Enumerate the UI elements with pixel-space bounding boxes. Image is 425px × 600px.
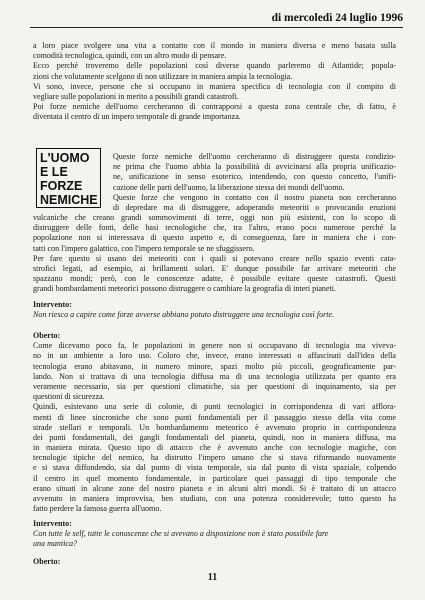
text-line: comodità tecnologica, quindi, con un altro modo di pensare. [33,51,227,61]
text-line: ne, unificazione in senso esoterico, intendendo, con questo concetto, l'unifi- [113,172,396,182]
text-line: Poi forze nemiche dell'uomo cercheranno di contrapporsi a questa zona centrale che, di fatto, è [33,102,396,112]
intervento-1 [33,300,396,320]
text-line: distruggere delle fonti, delle basi tecnologiche che, tra l'altro, erano poco numerose perché la [33,223,396,233]
boxed-side-text [113,152,396,213]
text-line: in maniera mirata. Questo tipo di attacco che è avvenuto anche con tecnologie magiche, con [33,443,396,453]
speaker-label: Intervento: [33,300,72,309]
text-line: vegliare sulle popolazioni in merito a possibili grandi catastrofi. [33,91,239,101]
text-line: Quindi, esistevano una serie di colonie, di punti tecnologici in corrispondenza di vari afflora- [33,402,396,412]
question-text: Con tutte le self, tutte le conoscenze che si avevano a disposizione non è stato possibile fare [33,529,329,539]
text-line: erano situati in alcune zone del nostro pianeta e in alcuni altri mondi. Si è trattato di un attacco [33,483,396,493]
text-line: di depredare ma di distruggere, adoperando meteoriti o provocando eruzioni [113,202,396,212]
text-line: grandi bombardamenti meteorici possono distruggere o cambiare la geografia di interi pianeti. [33,284,336,294]
intervento-2 [33,519,396,550]
section-heading-line: L'UOMO [40,151,90,165]
text-line: questioni di sicurezza. [33,392,105,402]
text-line: dei punti fondamentali, dei gangli fondamentali del pianeta, quindi, non in maniera diffusa, ma [33,432,396,442]
text-line: zioni che volutamente scelgono di non utilizzare in maniera ampia la tecnologia. [33,71,293,81]
text-line: veramente necessario, sia per questioni climatiche, sia per questioni di inquinamento, sia per [33,381,396,391]
speaker-label: Oberto: [33,557,61,566]
text-line: Queste forze che vengono in contatto con il nostro pianeta non cercheranno [113,192,396,202]
header-rule [30,27,403,28]
text-line: strade stellari e temporali. Un bombardamento meteorico è avvenuto proprio in corrispondenza [33,422,396,432]
section-heading-box [36,148,101,208]
speaker-label: Intervento: [33,519,72,528]
section-heading-line: NEMICHE [40,193,98,207]
text-line: a loro piace svolgere una vita a contatto con il mondo in maniera diversa e meno basata sulla [33,41,396,50]
text-line: menti di linee sincroniche che sono punti fondamentali per il passaggio stesso della vita come [33,412,396,422]
text-line: fatto perdere la famosa guerra all'uomo. [33,504,162,514]
text-line: tecnologia erano abitavano, in numero minore, spazi molto più piccoli, geograficamente par- [33,361,396,371]
text-line: spazzano mondi; però, con le conoscenze adatte, è possibile evitare queste catastrofi. Questi [33,274,396,284]
text-line: cazione delle parti dell'uomo, la liberazione stessa dei mondi dell'uomo. [113,182,345,192]
text-line: diventata il centro di un impero temporale di grande importanza. [33,112,241,122]
page-number: 11 [207,572,218,583]
text-line: strofici legati, ad esempio, ai brillamenti solari. E' dunque possibile far arrivare meteoriti che [33,263,396,273]
text-line: vulcaniche che creano grandi sommovimenti di terre, oggi non più esistenti, con lo scopo di [33,213,396,222]
paragraph-meteoriti [33,213,396,295]
header-date: di mercoledì 24 luglio 1996 [271,12,403,24]
text-line: no in un ambiente a loro uso. Coloro che, invece, erano interessati o affascinati dall'idea della [33,351,396,361]
text-line: e si stava diffondendo, sia dal punto di vista temporale, sia dal punto di vista spaziale, colpendo [33,463,396,473]
text-line: avvenuto in maniera improvvisa, ben studiato, con una potenza considerevole; tutto questo ha [33,494,396,503]
text-line: Ecco perché troveremo delle popolazioni così diverse quando parleremo di Atlantide; popola- [33,61,396,71]
oberto-2 [33,557,396,567]
text-line: il centro in quel momento fondamentale, in particolare quei passaggi di tipo temporale che [33,473,396,483]
text-line: Per fare questo si usano dei meteoriti con i quali si potevano creare nello spazio eventi cata- [33,253,396,263]
text-line: tecnologie tipiche del nemico, ha distrutto l'impero umano che si stava riformando nuovamente [33,453,396,463]
oberto-1 [33,331,396,514]
text-line: Come dicevamo poco fa, le popolazioni in genere non si occupavano di tecnologia ma viveva- [33,341,396,351]
question-text: Non riesco a capire come forze avverse abbiano potuto distruggere una tecnologia così forte. [33,310,335,320]
section-heading-line: FORZE [40,179,83,193]
speaker-label: Oberto: [33,331,61,340]
text-line: Vi sono, invece, persone che si occupano in maniera specifica di tecnologia con il compito di [33,81,396,91]
text-line: popolazione non si interessava di questo aspetto e, di conseguenza, fare in maniera che i con- [33,233,396,243]
question-text: una mantica? [33,539,78,549]
text-line: tatti con l'impero galattico, con l'impero temporale se ne sfuggissero. [33,243,255,253]
text-line: ne prima che l'uomo abbia la possibilità di avvicinarsi alla propria unificazio- [113,162,396,172]
text-line: lando. Non si trattava di una tecnologia diffusa ma di una tecnologia utilizzata per quanto era [33,371,396,381]
section-heading-line: E LE [40,165,68,179]
intro-paragraph [33,41,396,123]
text-line: Queste forze nemiche dell'uomo cercheranno di distruggere questa condizio- [113,152,396,161]
